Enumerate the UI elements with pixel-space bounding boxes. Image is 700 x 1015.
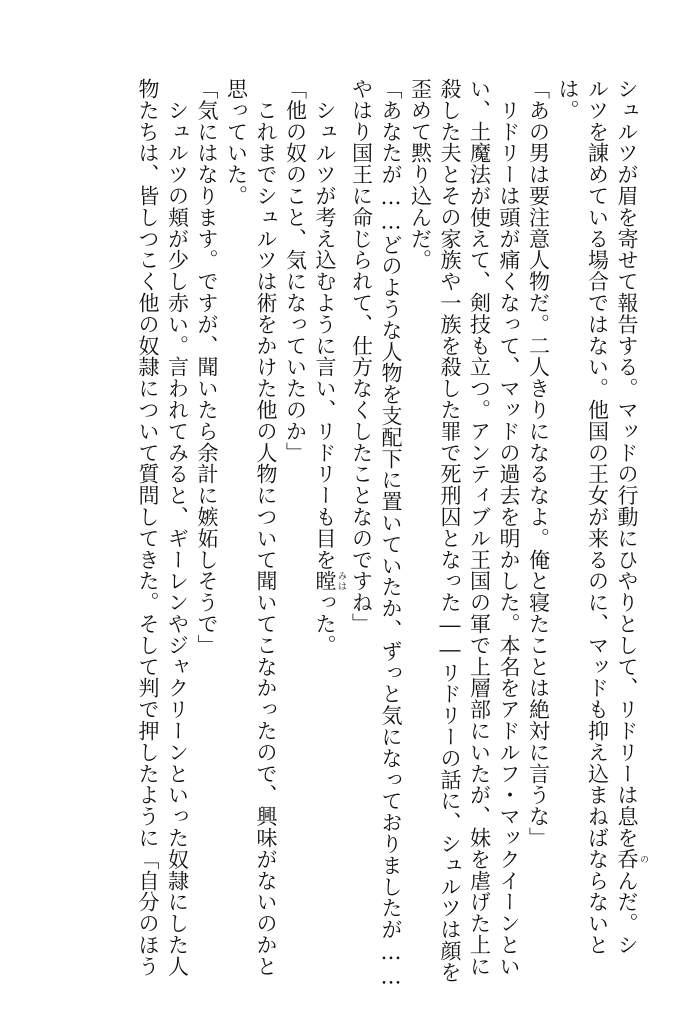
text-line-2: ルツを諌めている場合ではない。他国の王女が来るのに、マッドも抑え込まねばならないと <box>585 78 610 956</box>
text-line-17: 物たちは、皆しつこく他の奴隷について質問してきた。そして判で押したように「自分のほう <box>136 78 160 977</box>
text-line-11: シュルツが考え込むように言い、リドリーも目を瞠 みはった。 <box>313 78 346 656</box>
text-line-3: は。 <box>556 78 580 121</box>
ruby-word: 瞠 みは <box>313 570 346 592</box>
text-line-7: 殺した夫とその家族や一族を殺した罪で死刑囚となった――リドリーの話に、シュルツは顔を <box>438 78 462 983</box>
text-line-1: シュルツが眉を寄せて報告する。マッドの行動にひやりとして、リドリーは息を呑 のんだ。シ <box>615 78 648 956</box>
text-line-14: 思っていた。 <box>224 78 249 207</box>
text-line-13: これまでシュルツは術をかけた他の人物について聞いてこなかったので、興味がないのかと <box>254 78 278 977</box>
vertical-text-body <box>133 78 649 989</box>
text-line-5: リドリーは頭が痛くなって、マッドの過去を明かした。本名をアドルフ・マックイーンとい <box>497 78 521 977</box>
text-line-8: 歪めて黙り込んだ。 <box>408 78 433 271</box>
text-line-4: 「あの男は要注意人物だ。二人きりになるなよ。俺と寝たことは絶対に言うな」 <box>526 78 551 849</box>
text-line-12: 「他の奴のこと、気になっていたのか」 <box>283 78 308 464</box>
text-line-16: シュルツの頬が少し赤い。言われてみると、ギーレンやジャクリーンといった奴隷にした人 <box>165 78 190 977</box>
text-line-15: 「気にはなります。ですが、聞いたら余計に嫉妬しそうで」 <box>195 78 219 656</box>
text-line-6: い、土魔法が使えて、剣技も立つ。アンティブル王国の軍で上層部にいたが、妹を虐げた上に <box>467 78 492 977</box>
ruby-word: 呑 の <box>615 848 648 870</box>
text-line-9: 「あなたが……どのような人物を支配下に置いていたか、ずっと気になっておりましたが…… <box>379 78 403 989</box>
text-line-10: やはり国王に命じられて、仕方なくしたことなのですね」 <box>349 78 374 635</box>
